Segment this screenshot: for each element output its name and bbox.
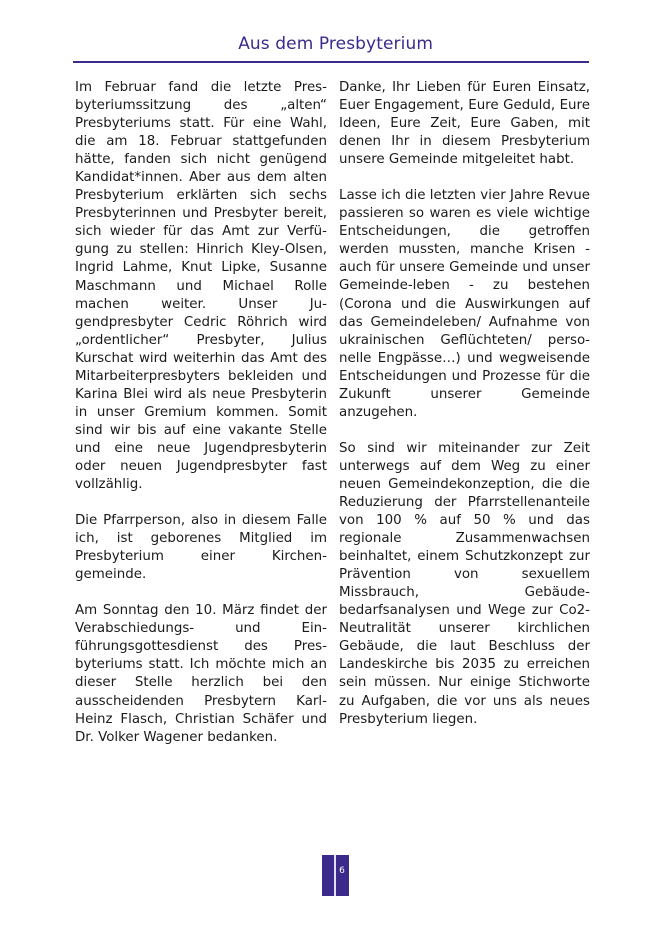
paragraph: Die Pfarrperson, also in diesem Falle ich, ist geborenes Mitglied im Presbyterium einer Kirchengemeinde. [75, 513, 327, 583]
header-rule [73, 61, 589, 63]
right-column [339, 79, 590, 747]
paragraph: Im Februar fand die letzte Presbyteriumssitzung des „alten“ Presbyteriums statt. Für eine Wahl, die am 18. Februar stattgefunden hätte, fanden sich nicht genügend Kandidat*innen. Aber aus dem alten Presbyterium erklärten sich sechs Presbyterinnen und Presbyter bereit, sich wieder für das Amt zur Verfügung zu stellen: Hinrich Kley-Olsen, Ingrid Lahme, Knut Lipke, Susanne Maschmann und Michael Rolle machen weiter. Unser Jugendpresbyter Cedric Röhrich wird „ordentlicher“ Presbyter, Julius Kurschat wird weiterhin das Amt des Mitarbeiterpresbyters bekleiden und Karina Blei wird als neue Presbyterin in unser Gremium kommen. Somit sind wir bis auf eine vakante Stelle und eine neue Jugendpresbyterin oder neuen Jugendpresbyter fast vollzählig. [75, 80, 327, 493]
page-header-title: Aus dem Presbyterium [238, 34, 433, 54]
paragraph: Danke, Ihr Lieben für Euren Einsatz, Euer Engagement, Eure Geduld, Eure Ideen, Eure Zeit, Eure Gaben, mit denen Ihr in diesem Presbyterium unsere Gemeinde mitgeleitet habt. [339, 80, 590, 168]
paragraph: Lasse ich die letzten vier Jahre Revue passieren so waren es viele wichtige Entscheidungen, die getroffen werden mussten, manche Krisen - auch für unsere Gemeinde und unser Gemeinde-leben - zu bestehen (Corona und die Auswirkungen auf das Gemeindeleben/ Aufnahme von ukrainischen Geflüchteten/ personelle Engpässe…) und wegweisende Entscheidungen und Prozesse für die Zukunft unserer Gemeinde anzugehen. [339, 188, 590, 420]
paragraph: Am Sonntag den 10. März findet der Verabschiedungs- und Einführungsgottesdienst des Presbyteriums statt. Ich möchte mich an dieser Stelle herzlich bei den ausscheidenden Presbytern Karl-Heinz Flasch, Christian Schäfer und Dr. Volker Wagener bedanken. [75, 603, 327, 745]
left-column [75, 79, 327, 765]
page-number: 6 [339, 866, 345, 876]
paragraph: So sind wir miteinander zur Zeit unterwegs auf dem Weg zu einer neuen Gemeindekonzeption, die die Reduzierung der Pfarrstellenanteile von 100 % auf 50 % und das regionale Zusammenwachsen beinhaltet, einem Schutzkonzept zur Prävention von sexuellem Missbrauch, Gebäudebedarfsanalysen und Wege zur Co2-Neutralität unserer kirchlichen Gebäude, die laut Beschluss der Landeskirche bis 2035 zu erreichen sein müssen. Nur einige Stichworte zu Aufgaben, die vor uns als neues Presbyterium liegen. [339, 440, 590, 727]
